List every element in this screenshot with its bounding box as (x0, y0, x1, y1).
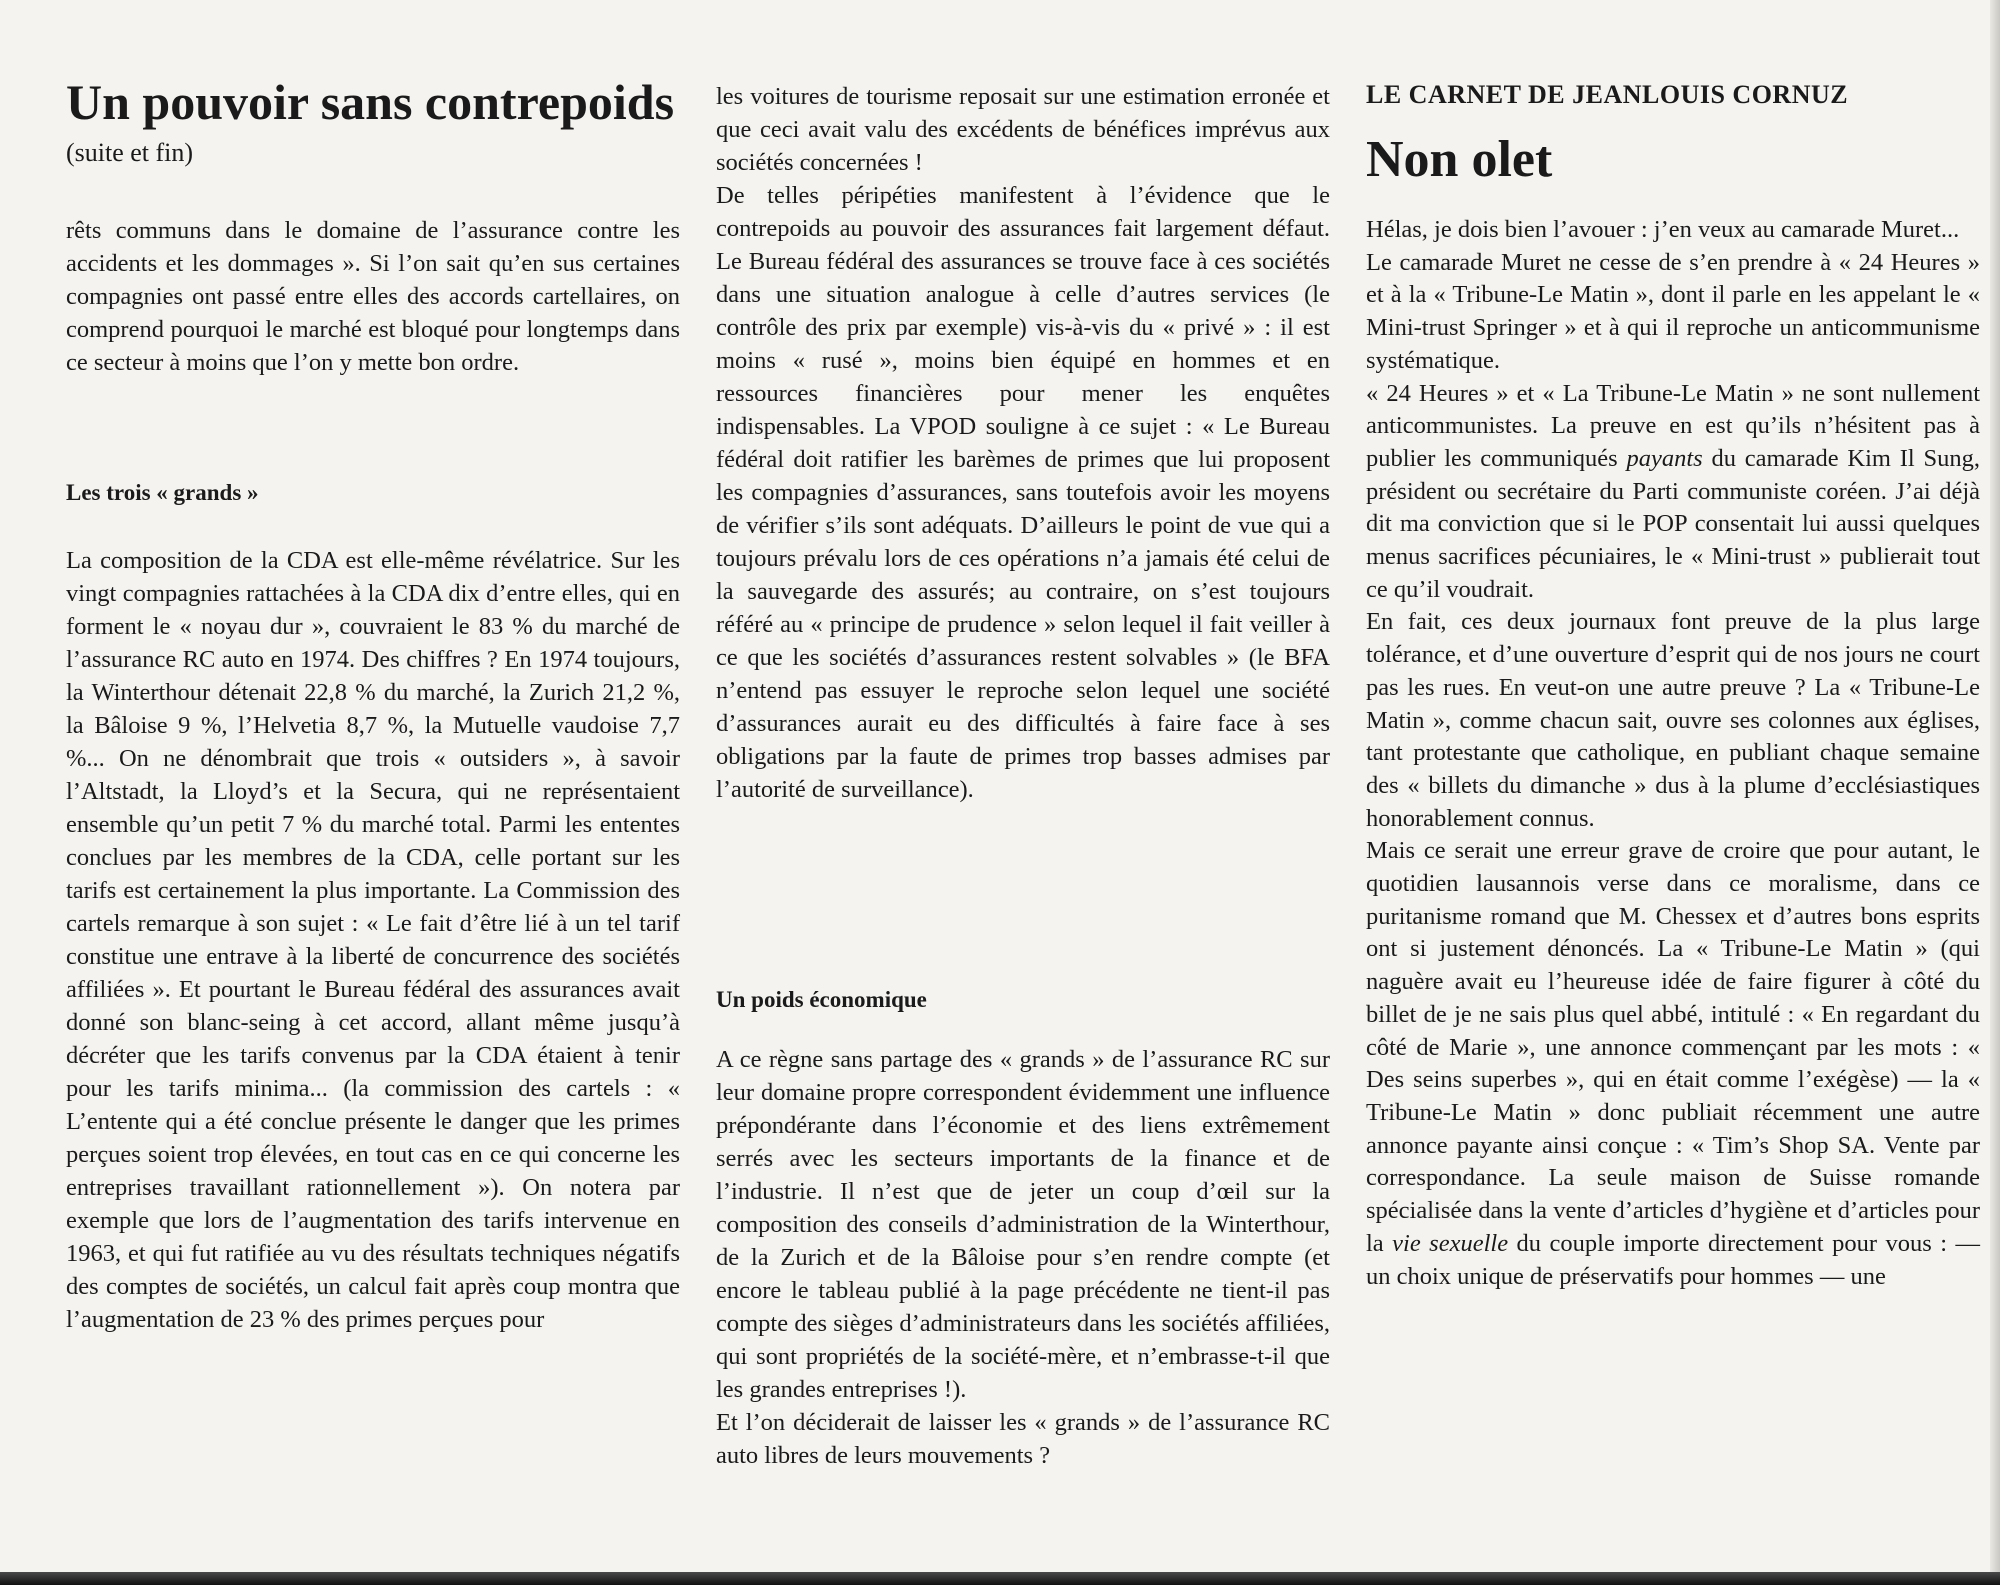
paragraph: Et l’on déciderait de laisser les « grands » de l’assurance RC auto libres de leurs mouvements ? (716, 1409, 1330, 1469)
col1-intro (66, 214, 680, 379)
section-heading: Les trois « grands » (66, 480, 259, 505)
col3-body (1366, 214, 1980, 1293)
article-subtitle: (suite et fin) (66, 138, 194, 167)
paragraph: les voitures de tourisme reposait sur une estimation erronée et que ceci avait valu des excédents de bénéfices imprévus aux sociétés concernées ! (716, 83, 1330, 176)
col2-bottom (716, 1043, 1330, 1472)
emphasis: payants (1626, 444, 1703, 472)
paragraph: A ce règne sans partage des « grands » de l’assurance RC sur leur domaine propre correspondent évidemment une influence prépondérante dans l’économie et des liens extrêmement serrés avec les secteurs importants de la finance et de l’industrie. Il n’est que de jeter un coup d’œil sur la composition des conseils d’administration de la Winterthour, de la Zurich et de la Bâloise pour s’en rendre compte (et encore le tableau publié à la page précédente ne tient-il pas compte des sièges d’administrateurs dans les sociétés affiliées, qui sont propriétés de la société-mère, et n’embrasse-t-il que les grandes entreprises !). (716, 1046, 1330, 1403)
column-3 (1366, 0, 1980, 1585)
emphasis: vie sexuelle (1392, 1229, 1509, 1257)
article-title: Un pouvoir sans contrepoids (66, 74, 675, 130)
column-2 (716, 0, 1330, 1585)
column-title: Non olet (1366, 131, 1553, 188)
column-kicker: LE CARNET DE JEANLOUIS CORNUZ (1366, 80, 1849, 109)
column-1 (66, 0, 680, 1585)
bottom-border (0, 1572, 2000, 1585)
paragraph: « 24 Heures » et « La Tribune-Le Matin » ne sont nullement anticommunistes. La preuve en est qu’ils n’hésitent pas à publier les communiqués payants du camarade Kim Il Sung, président ou secrétaire du Parti communiste coréen. J’ai déjà dit ma conviction que si le POP consentait lui aussi quelques menus sacrifices pécuniaires, le « Mini-trust » publierait tout ce qu’il voudrait. (1366, 379, 1980, 603)
paragraph: Hélas, je dois bien l’avouer : j’en veux au camarade Muret... (1366, 216, 1960, 243)
paragraph: La composition de la CDA est elle-même révélatrice. Sur les vingt compagnies rattachées à la CDA dix d’entre elles, qui en forment le « noyau dur », couvraient le 83 % du marché de l’assurance RC auto en 1974. Des chiffres ? En 1974 toujours, la Winterthour détenait 22,8 % du marché, la Zurich 21,2 %, la Bâloise 9 %, l’Helvetia 8,7 %, la Mutuelle vaudoise 7,7 %... On ne dénombrait que trois « outsiders », à savoir l’Altstadt, la Lloyd’s et la Secura, qui ne représentaient ensemble qu’un petit 7 % du marché total. Parmi les ententes conclues par les membres de la CDA, celle portant sur les tarifs est certainement la plus importante. La Commission des cartels remarque à son sujet : « Le fait d’être lié à un tel tarif constitue une entrave à la liberté de concurrence des sociétés affiliées ». Et pourtant le Bureau fédéral des assurances avait donné son blanc-seing à cet accord, allant même jusqu’à décréter que les tarifs convenus par la CDA étaient à tenir pour les tarifs minima... (la commission des cartels : « L’entente qui a été conclue présente le danger que les primes perçues soient trop élevées, en tout cas en ce qui concerne les entreprises travaillant rationnellement »). On notera par exemple que lors de l’augmentation des tarifs intervenue en 1963, et qui fut ratifiée au vu des résultats techniques négatifs des comptes de sociétés, un calcul fait après coup montra que l’augmentation de 23 % des primes perçues pour (66, 547, 680, 1333)
page-edge-shadow (1990, 0, 2000, 1585)
section-heading: Un poids économique (716, 987, 927, 1012)
paragraph: rêts communs dans le domaine de l’assurance contre les accidents et les dommages ». Si l’on sait qu’en sus certaines compagnies ont passé entre elles des accords cartellaires, on comprend pourquoi le marché est bloqué pour longtemps dans ce secteur à moins que l’on y mette bon ordre. (66, 217, 680, 376)
paragraph: De telles péripéties manifestent à l’évidence que le contrepoids au pouvoir des assurances fait largement défaut. Le Bureau fédéral des assurances se trouve face à ces sociétés dans une situation analogue à celle d’autres services (le contrôle des prix par exemple) vis-à-vis du « privé » : il est moins « rusé », moins bien équipé en hommes et en ressources financières pour mener les enquêtes indispensables. La VPOD souligne à ce sujet : « Le Bureau fédéral doit ratifier les barèmes de primes que lui proposent les compagnies d’assurances, sans toutefois avoir les moyens de vérifier s’ils sont adéquats. D’ailleurs le point de vue qui a toujours prévalu lors de ces opérations n’a jamais été celui de la sauvegarde des assurés; au contraire, on s’est toujours référé au « principe de prudence » selon lequel il fait veiller à ce que les sociétés d’assurances restent solvables » (le BFA n’entend pas essuyer le reproche selon lequel une société d’assurances aurait eu des difficultés à faire face à ses obligations par la faute de primes trop basses admises par l’autorité de surveillance). (716, 182, 1330, 803)
col1-body (66, 544, 680, 1336)
paragraph: Mais ce serait une erreur grave de croire que pour autant, le quotidien lausannois verse dans ce moralisme, dans ce puritanisme romand que M. Chessex et d’autres bons esprits ont si justement dénoncés. La « Tribune-Le Matin » (qui naguère avait eu l’heureuse idée de faire figurer à côté du billet de je ne sais plus quel abbé, intitulé : « En regardant du côté de Marie », une annonce commençant par les mots : « Des seins superbes », qui en était comme l’exégèse) — la « Tribune-Le Matin » donc publiait récemment une autre annonce payante ainsi conçue : « Tim’s Shop SA. Vente par correspondance. La seule maison de Suisse romande spécialisée dans la vente d’articles d’hygiène et d’articles pour la vie sexuelle du couple importe directement pour vous : — un choix unique de préservatifs pour hommes — une (1366, 837, 1980, 1290)
col2-top (716, 80, 1330, 806)
paragraph: Le camarade Muret ne cesse de s’en prendre à « 24 Heures » et à la « Tribune-Le Matin », dont il parle en les appelant le « Mini-trust Springer » et à qui il reproche un anticommunisme systématique. (1366, 248, 1980, 374)
paragraph: En fait, ces deux journaux font preuve de la plus large tolérance, et d’une ouverture d’esprit qui de nos jours ne court pas les rues. En veut-on une autre preuve ? La « Tribune-Le Matin », comme chacun sait, ouvre ses colonnes aux églises, tant protestante que catholique, en publiant chaque semaine des « billets du dimanche » dus à la plume d’ecclésiastiques honorablement connus. (1366, 608, 1980, 832)
